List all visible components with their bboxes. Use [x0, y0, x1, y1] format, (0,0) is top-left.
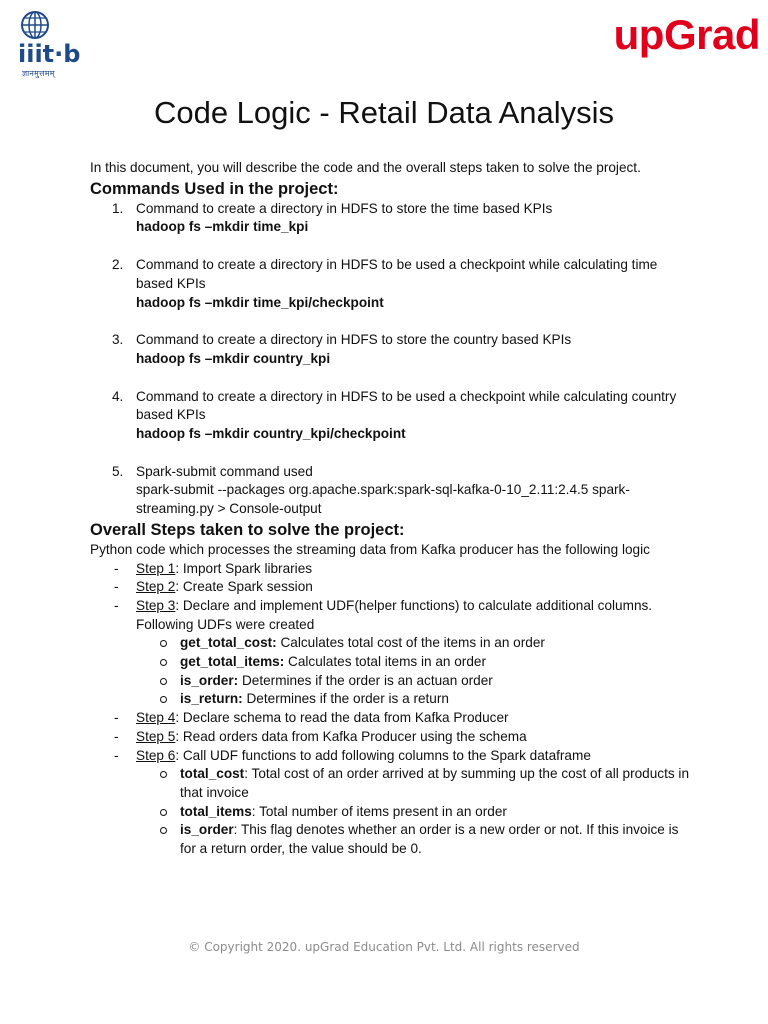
step-text: : Call UDF functions to add following columns to the Spark dataframe	[175, 747, 591, 763]
circle-bullet-icon	[160, 640, 167, 647]
step-text: : Read orders data from Kafka Producer using the schema	[175, 728, 527, 744]
circle-bullet-icon	[160, 809, 167, 816]
command-text: spark-submit --packages org.apache.spark:spark-sql-kafka-0-10_2.11:2.4.5 spark-streaming.py > Console-output	[136, 482, 630, 517]
item-number: 3.	[112, 332, 124, 348]
column-desc: : Total number of items present in an order	[251, 803, 507, 819]
steps-intro: Python code which processes the streaming data from Kafka producer has the following logic	[90, 541, 650, 557]
circle-bullet-icon	[160, 678, 167, 685]
udf-name: is_order:	[180, 672, 239, 688]
intro-paragraph: In this document, you will describe the code and the overall steps taken to solve the project.	[90, 160, 641, 175]
step-label: Step 5	[136, 728, 176, 744]
udf-name: get_total_cost:	[180, 635, 277, 651]
step-text: : Import Spark libraries	[175, 560, 313, 576]
udf-desc: Calculates total cost of the items in an order	[276, 635, 545, 651]
column-list	[136, 765, 690, 859]
udf-desc: Determines if the order is a return	[242, 691, 449, 707]
column-name: total_cost	[180, 766, 245, 782]
step-item: - Step 2: Create Spark session	[114, 579, 313, 595]
steps-heading: Overall Steps taken to solve the project:	[90, 520, 405, 539]
step-label: Step 2	[136, 579, 176, 595]
upgrad-logo: upGrad	[613, 11, 760, 58]
udf-name: get_total_items:	[180, 654, 285, 670]
column-item	[136, 765, 690, 802]
step-item: - Step 3: Declare and implement UDF(helper functions) to calculate additional columns. Following UDFs were created get_total_cost: Calculates total cost of the items in an order get_total_items: Calculates total items in an order is_order: Determines if the order is an actuan order is_return: Determines if the order is a return	[90, 597, 690, 709]
iiitb-logo-text: iiit·b	[18, 40, 81, 68]
copyright-footer: © Copyright 2020. upGrad Education Pvt. Ltd. All rights reserved	[188, 940, 580, 954]
column-desc: : Total cost of an order arrived at by summing up the cost of all products in that invoice	[180, 766, 690, 800]
column-item	[136, 803, 690, 822]
document-body	[90, 159, 690, 859]
item-number: 1.	[112, 200, 124, 216]
step-text: : Declare and implement UDF(helper functions) to calculate additional columns. Following UDFs were created	[136, 597, 653, 632]
step-item: - Step 6: Call UDF functions to add following columns to the Spark dataframe total_cost: Total cost of an order arrived at by summing up the cost of all products in that invoice total_items: Total number of items present in an order is_order: This flag denotes whether an order is a new order or not. If this invoice is for a return order, the value should be 0.	[90, 747, 690, 859]
command-description: Command to create a directory in HDFS to be used a checkpoint while calculating time based KPIs	[136, 257, 658, 291]
step-label: Step 3	[136, 597, 176, 613]
command-item	[90, 463, 690, 519]
item-number: 4.	[112, 388, 124, 404]
udf-desc: Calculates total items in an order	[284, 654, 486, 670]
circle-bullet-icon	[160, 659, 167, 666]
item-number: 5.	[112, 463, 124, 479]
command-item	[90, 200, 690, 237]
circle-bullet-icon	[160, 771, 167, 778]
command-item	[90, 331, 690, 368]
column-item	[136, 821, 690, 858]
command-text: hadoop fs –mkdir time_kpi/checkpoint	[136, 294, 384, 310]
udf-list	[136, 634, 690, 709]
column-desc: : This flag denotes whether an order is a new order or not. If this invoice is for a return order, the value should be 0.	[180, 822, 679, 857]
circle-bullet-icon	[160, 827, 167, 834]
iiitb-logo	[16, 10, 96, 80]
command-item	[90, 388, 690, 444]
steps-list	[90, 560, 690, 859]
step-label: Step 1	[136, 560, 176, 576]
command-description: Command to create a directory in HDFS to store the time based KPIs	[136, 200, 553, 216]
udf-item	[136, 690, 690, 709]
command-item	[90, 256, 690, 312]
column-name: total_items	[180, 803, 252, 819]
circle-bullet-icon	[160, 696, 167, 703]
step-text: : Declare schema to read the data from Kafka Producer	[175, 710, 509, 726]
udf-desc: Determines if the order is an actuan order	[238, 672, 493, 688]
udf-item	[136, 672, 690, 691]
step-label: Step 6	[136, 747, 176, 763]
command-text: hadoop fs –mkdir time_kpi	[136, 219, 309, 235]
udf-item	[136, 634, 690, 653]
commands-list	[90, 200, 690, 519]
command-description: Command to create a directory in HDFS to store the country based KPIs	[136, 332, 572, 348]
command-description: Spark-submit command used	[136, 463, 313, 479]
command-text: hadoop fs –mkdir country_kpi/checkpoint	[136, 426, 406, 442]
commands-heading: Commands Used in the project:	[90, 179, 339, 198]
command-description: Command to create a directory in HDFS to be used a checkpoint while calculating country based KPIs	[136, 388, 677, 423]
iiitb-tagline: ज्ञानमुत्तमम्	[22, 69, 55, 78]
step-item: - Step 4: Declare schema to read the data from Kafka Producer	[114, 710, 509, 726]
item-number: 2.	[112, 257, 124, 273]
command-text: hadoop fs –mkdir country_kpi	[136, 350, 331, 366]
step-text: : Create Spark session	[175, 579, 313, 595]
globe-icon	[16, 10, 96, 68]
step-label: Step 4	[136, 710, 176, 726]
step-item: - Step 1: Import Spark libraries	[114, 560, 313, 576]
step-item: - Step 5: Read orders data from Kafka Producer using the schema	[114, 728, 527, 744]
udf-item	[136, 653, 690, 672]
udf-name: is_return:	[180, 691, 243, 707]
column-name: is_order	[180, 822, 234, 838]
page-title: Code Logic - Retail Data Analysis	[153, 95, 615, 130]
